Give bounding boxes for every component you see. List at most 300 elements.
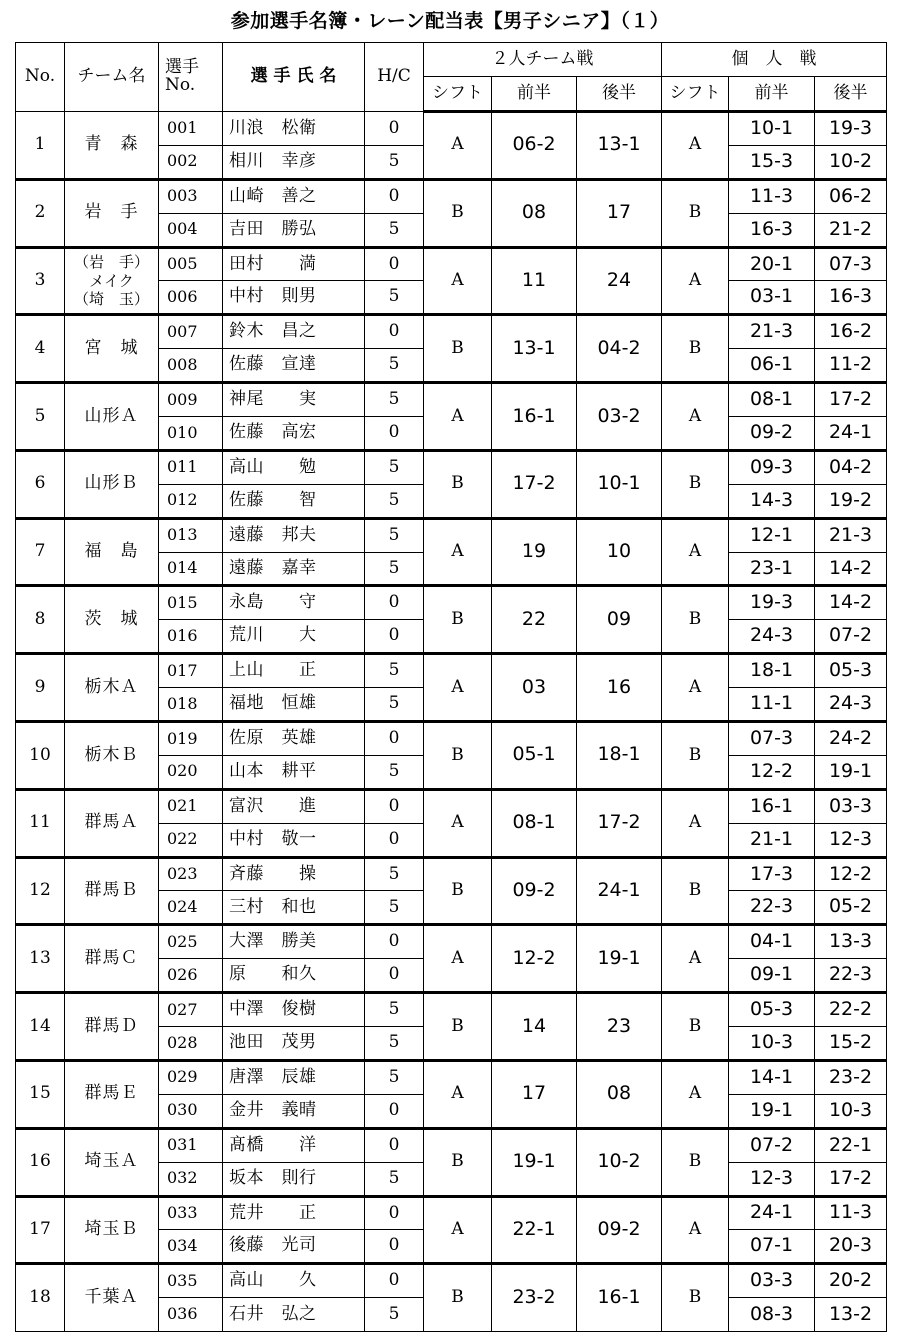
individual-shift: B	[662, 586, 729, 654]
individual-second-half-lane: 22-1	[815, 1128, 887, 1162]
individual-first-half-lane: 10-3	[729, 1027, 815, 1061]
individual-shift: B	[662, 1128, 729, 1196]
team-shift: A	[424, 247, 492, 315]
individual-second-half-lane: 15-2	[815, 1027, 887, 1061]
individual-first-half-lane: 21-1	[729, 823, 815, 857]
player-no: 006	[159, 281, 223, 315]
player-hc: 0	[365, 417, 424, 451]
individual-second-half-lane: 24-2	[815, 722, 887, 756]
player-hc: 5	[365, 1298, 424, 1332]
team-no: 4	[16, 315, 65, 383]
table-row	[16, 1264, 887, 1298]
individual-second-half-lane: 17-2	[815, 1162, 887, 1196]
player-hc: 0	[365, 1230, 424, 1264]
team-first-half-lane: 22	[492, 586, 577, 654]
team-second-half-lane: 10-2	[577, 1128, 662, 1196]
team-no: 3	[16, 247, 65, 315]
player-hc: 0	[365, 1196, 424, 1230]
player-hc: 0	[365, 722, 424, 756]
player-hc: 5	[365, 145, 424, 179]
team-shift: B	[424, 857, 492, 925]
player-no: 032	[159, 1162, 223, 1196]
team-first-half-lane: 09-2	[492, 857, 577, 925]
individual-first-half-lane: 24-1	[729, 1196, 815, 1230]
player-hc: 0	[365, 1264, 424, 1298]
team-name: 岩 手	[65, 179, 159, 247]
team-first-half-lane: 08	[492, 179, 577, 247]
player-no: 035	[159, 1264, 223, 1298]
player-hc: 5	[365, 993, 424, 1027]
individual-shift: B	[662, 993, 729, 1061]
player-no: 005	[159, 247, 223, 281]
team-no: 14	[16, 993, 65, 1061]
team-name: 福 島	[65, 518, 159, 586]
player-name: 原 和久	[223, 959, 365, 993]
individual-second-half-lane: 22-2	[815, 993, 887, 1027]
header-team: チーム名	[65, 43, 159, 112]
table-row	[16, 586, 887, 620]
team-first-half-lane: 16-1	[492, 383, 577, 451]
header-team-battle: ２人チーム戦	[424, 43, 662, 77]
individual-first-half-lane: 23-1	[729, 552, 815, 586]
individual-second-half-lane: 19-1	[815, 755, 887, 789]
individual-second-half-lane: 03-3	[815, 789, 887, 823]
individual-second-half-lane: 10-2	[815, 145, 887, 179]
team-first-half-lane: 06-2	[492, 112, 577, 180]
player-name: 佐藤 高宏	[223, 417, 365, 451]
team-name	[65, 247, 159, 315]
player-hc: 0	[365, 925, 424, 959]
individual-second-half-lane: 12-3	[815, 823, 887, 857]
individual-first-half-lane: 12-3	[729, 1162, 815, 1196]
team-first-half-lane: 23-2	[492, 1264, 577, 1332]
team-name: 群馬Ｄ	[65, 993, 159, 1061]
table-row	[16, 1128, 887, 1162]
player-no: 018	[159, 688, 223, 722]
player-name: 田村 満	[223, 247, 365, 281]
team-no: 6	[16, 450, 65, 518]
team-shift: A	[424, 383, 492, 451]
player-hc: 5	[365, 1060, 424, 1094]
player-name: 石井 弘之	[223, 1298, 365, 1332]
individual-second-half-lane: 11-3	[815, 1196, 887, 1230]
player-name: 川浪 松衛	[223, 112, 365, 146]
player-hc: 0	[365, 112, 424, 146]
individual-first-half-lane: 07-2	[729, 1128, 815, 1162]
team-shift: A	[424, 789, 492, 857]
individual-first-half-lane: 07-1	[729, 1230, 815, 1264]
team-second-half-lane: 24-1	[577, 857, 662, 925]
player-hc: 0	[365, 586, 424, 620]
team-name: 埼玉Ｂ	[65, 1196, 159, 1264]
table-row	[16, 518, 887, 552]
player-name: 荒川 大	[223, 620, 365, 654]
team-first-half-lane: 03	[492, 654, 577, 722]
team-no: 7	[16, 518, 65, 586]
team-shift: A	[424, 1196, 492, 1264]
player-no: 033	[159, 1196, 223, 1230]
player-hc: 5	[365, 857, 424, 891]
team-first-half-lane: 05-1	[492, 722, 577, 790]
player-name: 大澤 勝美	[223, 925, 365, 959]
team-second-half-lane: 16	[577, 654, 662, 722]
team-second-half-lane: 04-2	[577, 315, 662, 383]
player-name: 遠藤 嘉幸	[223, 552, 365, 586]
team-shift: B	[424, 450, 492, 518]
player-no: 031	[159, 1128, 223, 1162]
player-no: 026	[159, 959, 223, 993]
individual-shift: A	[662, 789, 729, 857]
team-name: 栃木Ｂ	[65, 722, 159, 790]
player-no: 020	[159, 755, 223, 789]
player-hc: 0	[365, 1128, 424, 1162]
individual-second-half-lane: 12-2	[815, 857, 887, 891]
team-shift: B	[424, 1264, 492, 1332]
team-second-half-lane: 03-2	[577, 383, 662, 451]
player-name: 池田 茂男	[223, 1027, 365, 1061]
player-hc: 5	[365, 349, 424, 383]
player-hc: 5	[365, 1162, 424, 1196]
individual-first-half-lane: 09-3	[729, 450, 815, 484]
player-no: 014	[159, 552, 223, 586]
player-no: 015	[159, 586, 223, 620]
individual-shift: A	[662, 247, 729, 315]
individual-shift: A	[662, 1196, 729, 1264]
individual-first-half-lane: 22-3	[729, 891, 815, 925]
player-name: 金井 義晴	[223, 1094, 365, 1128]
team-shift: B	[424, 1128, 492, 1196]
team-first-half-lane: 19-1	[492, 1128, 577, 1196]
individual-first-half-lane: 12-2	[729, 755, 815, 789]
player-name: 佐藤 智	[223, 484, 365, 518]
individual-first-half-lane: 19-1	[729, 1094, 815, 1128]
team-shift: B	[424, 179, 492, 247]
player-no: 036	[159, 1298, 223, 1332]
player-hc: 5	[365, 518, 424, 552]
player-name: 相川 幸彦	[223, 145, 365, 179]
team-no: 15	[16, 1060, 65, 1128]
team-second-half-lane: 18-1	[577, 722, 662, 790]
table-row	[16, 789, 887, 823]
team-second-half-lane: 08	[577, 1060, 662, 1128]
team-name-line: （埼 玉）	[73, 290, 149, 309]
player-no: 009	[159, 383, 223, 417]
player-no: 013	[159, 518, 223, 552]
team-shift: B	[424, 993, 492, 1061]
player-no: 003	[159, 179, 223, 213]
team-name-line: （岩 手）	[73, 252, 149, 271]
team-no: 10	[16, 722, 65, 790]
team-first-half-lane: 13-1	[492, 315, 577, 383]
individual-first-half-lane: 04-1	[729, 925, 815, 959]
table-body	[16, 112, 887, 1332]
individual-first-half-lane: 03-3	[729, 1264, 815, 1298]
team-no: 18	[16, 1264, 65, 1332]
individual-second-half-lane: 24-3	[815, 688, 887, 722]
team-second-half-lane: 13-1	[577, 112, 662, 180]
page-title: 参加選手名簿・レーン配当表【男子シニア】（１）	[230, 10, 670, 32]
individual-second-half-lane: 05-3	[815, 654, 887, 688]
player-hc: 0	[365, 959, 424, 993]
individual-first-half-lane: 24-3	[729, 620, 815, 654]
player-no: 027	[159, 993, 223, 1027]
individual-second-half-lane: 13-2	[815, 1298, 887, 1332]
individual-first-half-lane: 19-3	[729, 586, 815, 620]
team-second-half-lane: 09	[577, 586, 662, 654]
individual-second-half-lane: 20-3	[815, 1230, 887, 1264]
player-name: 山崎 善之	[223, 179, 365, 213]
player-name: 高山 久	[223, 1264, 365, 1298]
team-no: 12	[16, 857, 65, 925]
individual-second-half-lane: 14-2	[815, 552, 887, 586]
individual-first-half-lane: 08-1	[729, 383, 815, 417]
individual-second-half-lane: 11-2	[815, 349, 887, 383]
player-name: 佐原 英雄	[223, 722, 365, 756]
individual-first-half-lane: 14-1	[729, 1060, 815, 1094]
player-hc: 0	[365, 620, 424, 654]
header-player-no-line2: No.	[165, 75, 196, 95]
team-shift: A	[424, 1060, 492, 1128]
team-name-line: メイク	[89, 271, 134, 290]
player-name: 荒井 正	[223, 1196, 365, 1230]
individual-first-half-lane: 08-3	[729, 1298, 815, 1332]
team-name: 群馬Ａ	[65, 789, 159, 857]
individual-shift: A	[662, 1060, 729, 1128]
header-player-name: 選 手 氏 名	[223, 43, 365, 112]
individual-shift: A	[662, 518, 729, 586]
individual-second-half-lane: 07-3	[815, 247, 887, 281]
team-no: 8	[16, 586, 65, 654]
header-individual-second-half: 後半	[815, 77, 887, 112]
player-name: 遠藤 邦夫	[223, 518, 365, 552]
player-no: 012	[159, 484, 223, 518]
player-hc: 5	[365, 755, 424, 789]
header-team-shift: シフト	[424, 77, 492, 112]
individual-shift: B	[662, 1264, 729, 1332]
player-hc: 5	[365, 891, 424, 925]
player-no: 029	[159, 1060, 223, 1094]
player-name: 鈴木 昌之	[223, 315, 365, 349]
table-row	[16, 179, 887, 213]
team-no: 1	[16, 112, 65, 180]
player-no: 002	[159, 145, 223, 179]
individual-first-half-lane: 09-2	[729, 417, 815, 451]
player-hc: 5	[365, 383, 424, 417]
table-row	[16, 315, 887, 349]
player-hc: 5	[365, 450, 424, 484]
team-second-half-lane: 19-1	[577, 925, 662, 993]
header-hc: H/C	[365, 43, 424, 112]
player-name: 永島 守	[223, 586, 365, 620]
player-name: 斉藤 操	[223, 857, 365, 891]
team-name: 宮 城	[65, 315, 159, 383]
team-second-half-lane: 10	[577, 518, 662, 586]
team-second-half-lane: 09-2	[577, 1196, 662, 1264]
individual-first-half-lane: 21-3	[729, 315, 815, 349]
individual-second-half-lane: 23-2	[815, 1060, 887, 1094]
player-hc: 5	[365, 688, 424, 722]
individual-second-half-lane: 24-1	[815, 417, 887, 451]
team-name: 千葉Ａ	[65, 1264, 159, 1332]
individual-shift: A	[662, 654, 729, 722]
header-player-no-line1: 選手	[165, 57, 199, 78]
player-name: 福地 恒雄	[223, 688, 365, 722]
player-name: 神尾 実	[223, 383, 365, 417]
team-first-half-lane: 17-2	[492, 450, 577, 518]
team-second-half-lane: 10-1	[577, 450, 662, 518]
team-first-half-lane: 12-2	[492, 925, 577, 993]
team-no: 17	[16, 1196, 65, 1264]
individual-second-half-lane: 20-2	[815, 1264, 887, 1298]
player-no: 034	[159, 1230, 223, 1264]
player-hc: 5	[365, 654, 424, 688]
player-hc: 0	[365, 179, 424, 213]
individual-second-half-lane: 22-3	[815, 959, 887, 993]
player-name: 中村 則男	[223, 281, 365, 315]
table-row	[16, 722, 887, 756]
individual-second-half-lane: 13-3	[815, 925, 887, 959]
lane-assignment-table	[15, 42, 887, 1332]
individual-first-half-lane: 14-3	[729, 484, 815, 518]
player-hc: 0	[365, 823, 424, 857]
individual-first-half-lane: 11-1	[729, 688, 815, 722]
table-row	[16, 247, 887, 281]
individual-first-half-lane: 05-3	[729, 993, 815, 1027]
player-name: 高山 勉	[223, 450, 365, 484]
table-row	[16, 450, 887, 484]
player-hc: 0	[365, 789, 424, 823]
individual-shift: A	[662, 383, 729, 451]
player-no: 019	[159, 722, 223, 756]
player-no: 028	[159, 1027, 223, 1061]
player-no: 030	[159, 1094, 223, 1128]
individual-second-half-lane: 06-2	[815, 179, 887, 213]
team-no: 9	[16, 654, 65, 722]
player-name: 三村 和也	[223, 891, 365, 925]
player-hc: 5	[365, 552, 424, 586]
player-no: 001	[159, 112, 223, 146]
team-name: 青 森	[65, 112, 159, 180]
individual-first-half-lane: 15-3	[729, 145, 815, 179]
player-name: 山本 耕平	[223, 755, 365, 789]
team-no: 16	[16, 1128, 65, 1196]
header-no: No.	[16, 43, 65, 112]
individual-shift: B	[662, 179, 729, 247]
individual-first-half-lane: 09-1	[729, 959, 815, 993]
individual-first-half-lane: 20-1	[729, 247, 815, 281]
header-player-no	[159, 43, 223, 112]
player-name: 佐藤 宣達	[223, 349, 365, 383]
individual-shift: B	[662, 722, 729, 790]
table-row	[16, 1060, 887, 1094]
team-first-half-lane: 08-1	[492, 789, 577, 857]
individual-second-half-lane: 10-3	[815, 1094, 887, 1128]
individual-first-half-lane: 10-1	[729, 112, 815, 146]
team-second-half-lane: 17	[577, 179, 662, 247]
header-individual-shift: シフト	[662, 77, 729, 112]
individual-second-half-lane: 21-3	[815, 518, 887, 552]
individual-second-half-lane: 19-2	[815, 484, 887, 518]
player-name: 富沢 進	[223, 789, 365, 823]
team-shift: B	[424, 722, 492, 790]
team-name: 茨 城	[65, 586, 159, 654]
player-hc: 0	[365, 1094, 424, 1128]
player-hc: 5	[365, 1027, 424, 1061]
individual-first-half-lane: 07-3	[729, 722, 815, 756]
individual-second-half-lane: 19-3	[815, 112, 887, 146]
player-name: 中村 敬一	[223, 823, 365, 857]
individual-second-half-lane: 04-2	[815, 450, 887, 484]
player-no: 023	[159, 857, 223, 891]
individual-second-half-lane: 17-2	[815, 383, 887, 417]
individual-shift: A	[662, 925, 729, 993]
individual-shift: B	[662, 450, 729, 518]
individual-first-half-lane: 16-3	[729, 213, 815, 247]
team-name: 群馬Ｃ	[65, 925, 159, 993]
individual-first-half-lane: 18-1	[729, 654, 815, 688]
team-first-half-lane: 22-1	[492, 1196, 577, 1264]
team-first-half-lane: 17	[492, 1060, 577, 1128]
team-shift: B	[424, 586, 492, 654]
individual-first-half-lane: 16-1	[729, 789, 815, 823]
team-name: 群馬Ｅ	[65, 1060, 159, 1128]
individual-second-half-lane: 16-2	[815, 315, 887, 349]
team-first-half-lane: 11	[492, 247, 577, 315]
player-hc: 5	[365, 281, 424, 315]
team-name: 栃木Ａ	[65, 654, 159, 722]
table-row	[16, 925, 887, 959]
team-shift: A	[424, 654, 492, 722]
player-hc: 0	[365, 247, 424, 281]
player-name: 坂本 則行	[223, 1162, 365, 1196]
table-row	[16, 383, 887, 417]
player-no: 007	[159, 315, 223, 349]
player-hc: 5	[365, 213, 424, 247]
player-name: 吉田 勝弘	[223, 213, 365, 247]
team-shift: A	[424, 112, 492, 180]
team-no: 13	[16, 925, 65, 993]
team-no: 2	[16, 179, 65, 247]
individual-shift: B	[662, 857, 729, 925]
table-row	[16, 857, 887, 891]
individual-second-half-lane: 05-2	[815, 891, 887, 925]
team-shift: A	[424, 518, 492, 586]
individual-second-half-lane: 16-3	[815, 281, 887, 315]
player-no: 004	[159, 213, 223, 247]
table-row	[16, 1196, 887, 1230]
player-no: 025	[159, 925, 223, 959]
individual-shift: A	[662, 112, 729, 180]
team-name: 群馬Ｂ	[65, 857, 159, 925]
team-no: 11	[16, 789, 65, 857]
individual-shift: B	[662, 315, 729, 383]
player-name: 中澤 俊樹	[223, 993, 365, 1027]
individual-second-half-lane: 14-2	[815, 586, 887, 620]
player-no: 024	[159, 891, 223, 925]
team-shift: B	[424, 315, 492, 383]
team-shift: A	[424, 925, 492, 993]
team-no: 5	[16, 383, 65, 451]
player-no: 011	[159, 450, 223, 484]
header-team-second-half: 後半	[577, 77, 662, 112]
individual-second-half-lane: 21-2	[815, 213, 887, 247]
player-name: 唐澤 辰雄	[223, 1060, 365, 1094]
individual-second-half-lane: 07-2	[815, 620, 887, 654]
individual-first-half-lane: 17-3	[729, 857, 815, 891]
header-individual: 個 人 戦	[662, 43, 887, 77]
individual-first-half-lane: 03-1	[729, 281, 815, 315]
player-hc: 0	[365, 315, 424, 349]
